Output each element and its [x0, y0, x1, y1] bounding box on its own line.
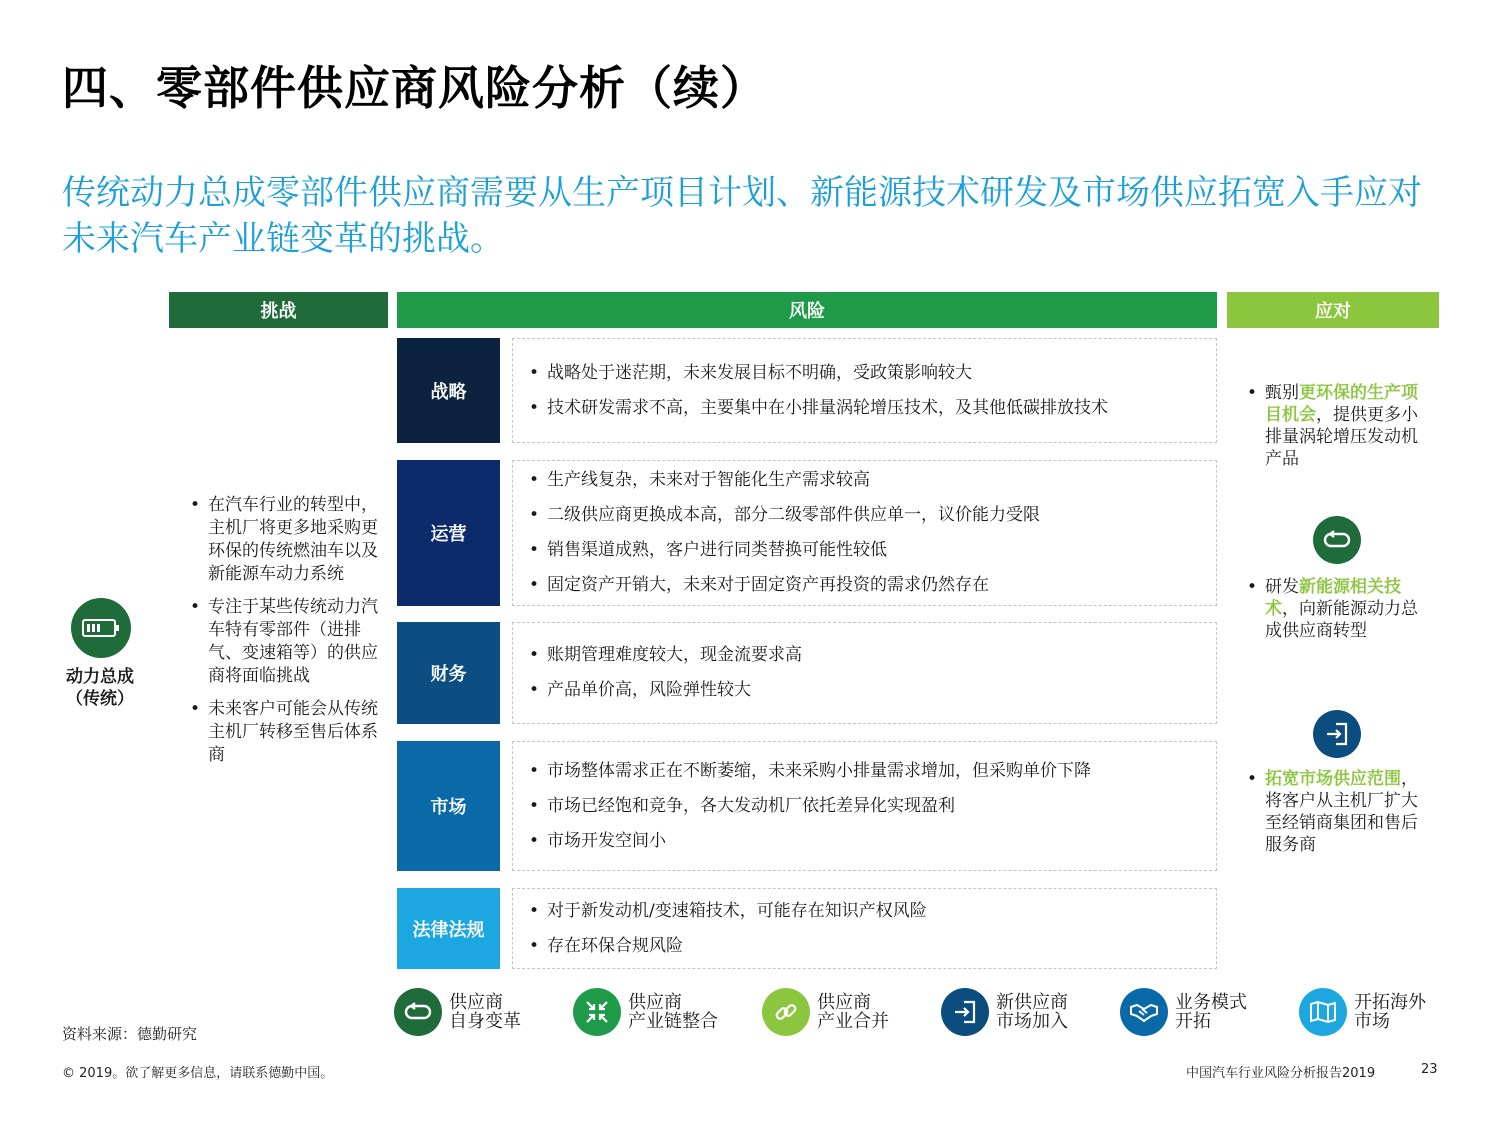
- source-note: 资料来源：德勤研究: [62, 1025, 198, 1043]
- risk-item: • 战略处于迷茫期，未来发展目标不明确，受政策影响较大: [527, 356, 1202, 391]
- map-icon: [1299, 988, 1347, 1036]
- risk-category-finance: 财务: [397, 622, 500, 724]
- challenge-item: • 专注于某些传统动力汽车特有零部件（进排气、变速箱等）的供应商将面临挑战: [188, 596, 378, 688]
- risk-box-operations: [512, 460, 1217, 606]
- risk-item: • 技术研发需求不高，主要集中在小排量涡轮增压技术，及其他低碳排放技术: [527, 391, 1202, 426]
- battery-icon: [71, 598, 131, 658]
- page-number: 23: [1421, 1062, 1438, 1077]
- loop-arrows-icon: [1313, 516, 1361, 564]
- legend-line2: 市场: [1354, 1011, 1390, 1032]
- legend-line1: 新供应商: [996, 992, 1068, 1013]
- response-highlight: 更环保的生产项目机会: [1265, 383, 1418, 425]
- report-name: 中国汽车行业风险分析报告2019: [1186, 1066, 1376, 1081]
- legend-line1: 供应商: [449, 992, 503, 1013]
- powertrain-label-line1: 动力总成: [66, 667, 134, 687]
- header-risk: 风险: [397, 292, 1217, 328]
- response-text: ，将客户从主机厂扩大至经销商集团和售后服务商: [1265, 769, 1418, 855]
- page-subtitle: 传统动力总成零部件供应商需要从生产项目计划、新能源技术研发及市场供应拓宽入手应对未来汽车产业链变革的挑战。: [62, 173, 1422, 259]
- risk-item: • 生产线复杂，未来对于智能化生产需求较高: [527, 463, 1202, 498]
- challenge-list: [188, 494, 378, 777]
- response-highlight: 新能源相关技术: [1265, 577, 1401, 619]
- response-highlight: 拓宽市场供应范围: [1265, 769, 1401, 789]
- response-text: ，提供更多小排量涡轮增压发动机产品: [1265, 405, 1418, 469]
- risk-item: • 市场已经饱和竞争，各大发动机厂依托差异化实现盈利: [527, 789, 1202, 824]
- risk-box-legal: [512, 888, 1217, 969]
- legend-item-new-entrant: [941, 988, 1068, 1036]
- risk-item: • 销售渠道成熟，客户进行同类替换可能性较低: [527, 533, 1202, 568]
- response-text: 甄别: [1265, 383, 1299, 403]
- challenge-item: • 在汽车行业的转型中，主机厂将更多地采购更环保的传统燃油车以及新能源车动力系统: [188, 494, 378, 586]
- risk-item: • 存在环保合规风险: [527, 929, 1202, 964]
- header-response: 应对: [1227, 292, 1439, 328]
- legend-line2: 产业合并: [817, 1011, 889, 1032]
- risk-box-strategy: [512, 338, 1217, 443]
- enter-arrow-icon: [1313, 710, 1361, 758]
- response-2: [1245, 576, 1425, 642]
- legend-line1: 业务模式: [1175, 992, 1247, 1013]
- powertrain-label-line2: （传统）: [66, 689, 134, 709]
- risk-category-legal: 法律法规: [397, 888, 500, 969]
- risk-item: • 对于新发动机/变速箱技术，可能存在知识产权风险: [527, 894, 1202, 929]
- powertrain-label: [50, 666, 150, 710]
- legend-line1: 开拓海外: [1354, 992, 1426, 1013]
- risk-category-market: 市场: [397, 741, 500, 871]
- risk-item: • 市场整体需求正在不断萎缩，未来采购小排量需求增加，但采购单价下降: [527, 754, 1202, 789]
- response-text: 研发: [1265, 577, 1299, 597]
- risk-item: • 账期管理难度较大，现金流要求高: [527, 638, 1202, 673]
- response-text: ，向新能源动力总成供应商转型: [1265, 599, 1418, 641]
- legend-item-business-model: [1120, 988, 1247, 1036]
- risk-item: • 产品单价高，风险弹性较大: [527, 673, 1202, 708]
- legend-item-merger: [762, 988, 889, 1036]
- risk-item: • 二级供应商更换成本高，部分二级零部件供应单一，议价能力受限: [527, 498, 1202, 533]
- chain-link-icon: [762, 988, 810, 1036]
- legend-item-self-transform: [394, 988, 521, 1036]
- legend-line2: 产业链整合: [628, 1011, 718, 1032]
- response-1: [1245, 382, 1425, 470]
- enter-arrow-icon: [941, 988, 989, 1036]
- risk-category-strategy: 战略: [397, 338, 500, 443]
- legend-line2: 开拓: [1175, 1011, 1211, 1032]
- legend-item-overseas: [1299, 988, 1426, 1036]
- handshake-icon: [1120, 988, 1168, 1036]
- legend-line1: 供应商: [817, 992, 871, 1013]
- challenge-item: • 未来客户可能会从传统主机厂转移至售后体系商: [188, 698, 378, 767]
- risk-item: • 市场开发空间小: [527, 824, 1202, 859]
- legend-item-chain-integration: [573, 988, 718, 1036]
- response-3: [1245, 768, 1425, 856]
- risk-box-market: [512, 741, 1217, 871]
- loop-arrows-icon: [394, 988, 442, 1036]
- legend-line2: 市场加入: [996, 1011, 1068, 1032]
- legend-line2: 自身变革: [449, 1011, 521, 1032]
- merge-arrows-icon: [573, 988, 621, 1036]
- copyright: © 2019。欲了解更多信息，请联系德勤中国。: [62, 1066, 334, 1081]
- risk-box-finance: [512, 622, 1217, 724]
- page-title: 四、零部件供应商风险分析（续）: [62, 61, 767, 115]
- risk-category-operations: 运营: [397, 460, 500, 606]
- header-challenge: 挑战: [169, 292, 388, 328]
- risk-item: • 固定资产开销大，未来对于固定资产再投资的需求仍然存在: [527, 568, 1202, 603]
- legend-line1: 供应商: [628, 992, 682, 1013]
